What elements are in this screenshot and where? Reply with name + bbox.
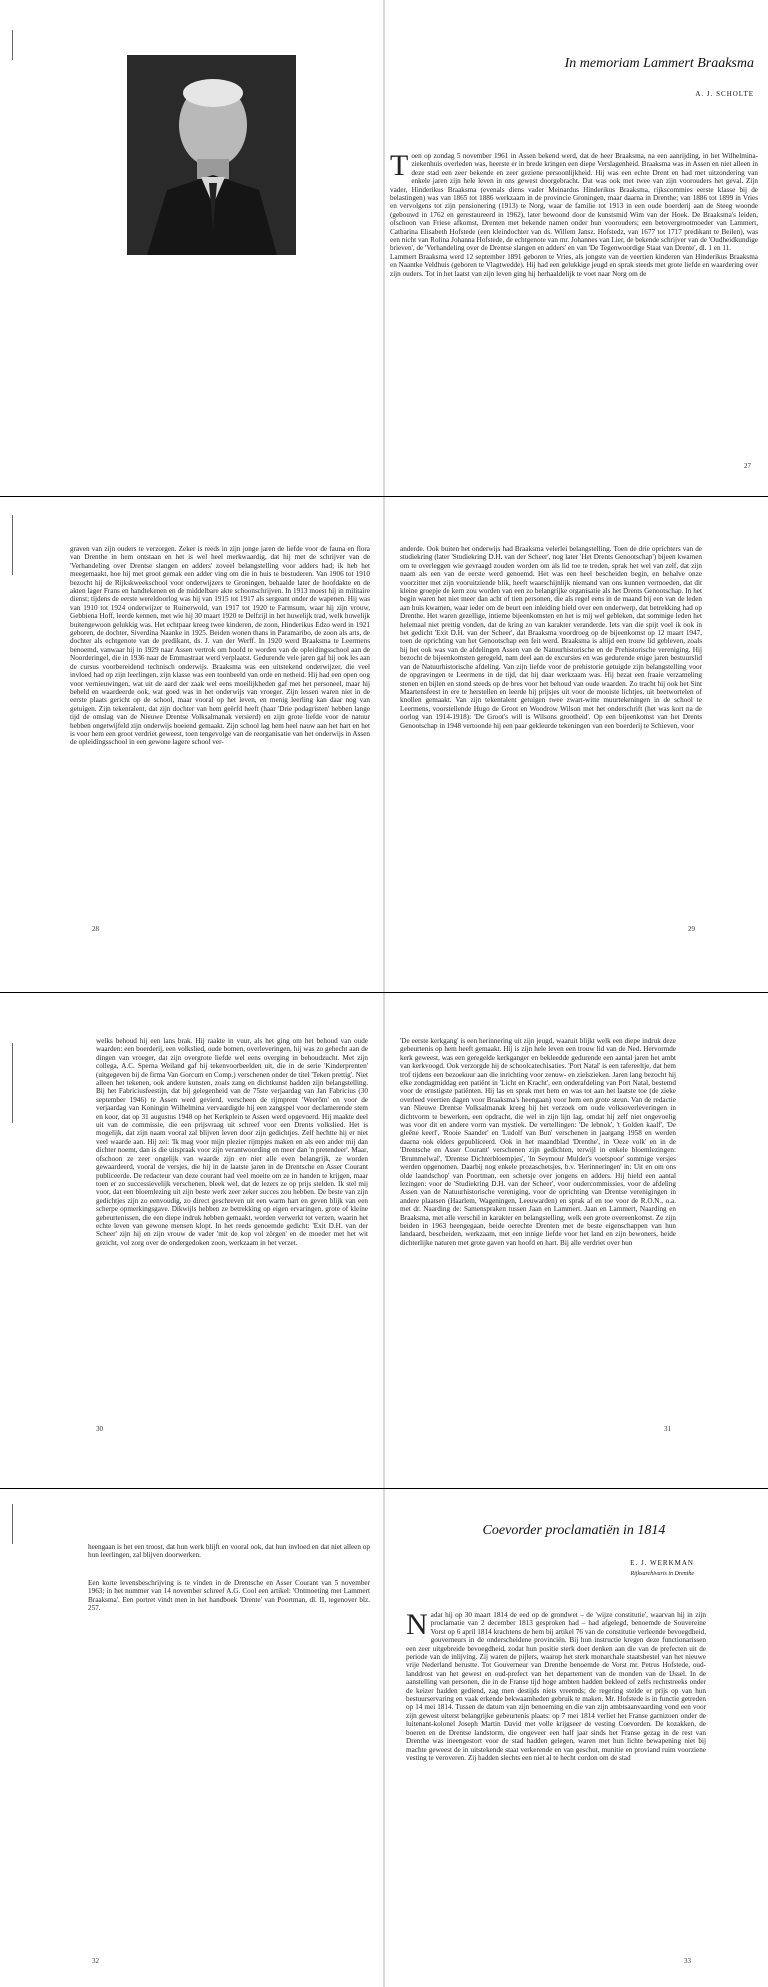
article-body [390,152,758,452]
page-number: 33 [684,1957,691,1965]
spread-3 [0,992,768,1489]
page-30 [0,993,384,1489]
article-title: Coevorder proclamatiën in 1814 [482,1523,666,1538]
page-number: 28 [92,925,99,933]
page-27 [384,0,768,496]
portrait-photo [127,55,296,255]
article-body: welks behoud hij een lans brak. Hij raakte in vuur, als het ging om het behoud van oude waarden: een boerderij, een volkslied, oude bomen, overleveringen, hij was zo gehecht aan de dingen van vroeger, dat zijn overgrote liefde wel eens overging in behoudzucht. Met zijn collega, A.C. Sperna Weiland gaf hij tekenvoorbeelden uit, die in de serie 'Kinderprenten' (uitgegeven bij de firma Van Gorcum en Comp.) verschenen onder de titel 'Teken prettig'. Niet alleen het tekenen, ook andere kunsten, zoals zang en dichtkunst hadden zijn belangstelling. Bij het Fabriciusfeestijn, dat bij gelegenheid van de 75ste verjaardag van Jan Fabricius (30 september 1946) te Assen werd gevierd, verscheen de rijmprent 'Weerôm' en voor de verjaardag van Koningin Wilhelmina vervaardigde hij een zangspel voor declamerende stem en koor, dat op 31 augustus 1948 op het Kerkplein te Assen werd opgevoerd. Hij maakte deel uit van de commissie, die een prijsvraag uit schreef voor een Drents volkslied. Het is mogelijk, dat zijn naam vooral zal blijven leven door zijn gedichtjes. Zelf hechtte hij er niet veel waarde aan. Hij zei: 'Ik mag voor mijn plezier rijmpjes maken en als een ander mij dan dichter noemt, dan is die uitspraak voor zijn verantwoording en meer dan 'n pretendeer'. Maar, ofschoon ze zeer ongelijk van waarde zijn en niet alle even belangrijk, ze worden gewaardeerd, vooral de versjes, die hij in de laatste jaren in de Drentsche en Asser Courant publiceerde. De redacteur van deze courant had veel moeite om ze in handen te krijgen, maar toen er zo successievelijk verschenen, bleek wel, dat de lezers ze op prijs stelden. Ik stel mij voor, dat een bloemlezing uit zijn beste werk zeer zeker succes zou hebben. De beste van zijn gedichtjes zijn zo eenvoudig, zo direct geschreven uit een warm hart en geven blijk van een scherpe opmerkingsgave. Dikwijls hebben ze betrekking op eigen ervaringen, grote of kleine gebeurtenissen, die een diepe indruk hebben gemaakt, worden verwerkt tot verzen, waarin het echte leven van gewone mensen klopt. In het reeds genoemde gedicht: 'Exit D.H. van der Scheer' zijn hij en zijn vrouw de vader 'mit de kop vol zörgen' en de moeder met het wit gezicht, vol zorg over de ondergedoken zoon, werkzaam in het verzet. [96,1037,368,1247]
article-body: 'De eerste kerkgang' is een herinnering uit zijn jeugd, waaruit blijkt welk een diepe indruk deze gebeurtenis op hem heeft gemaakt. Hij is zijn hele leven een trouw lid van de Ned. Hervormde kerk geweest, was een geregelde kerkganger en bekleedde gedurende een aantal jaren het ambt van kerkvoogd. Ook verzorgde hij de schoolcatechisaties. 'Port Natal' is een tafereeltje, dat hem trof tijdens een bezoekuur aan die inrichting voor zenuw- en zielszieken. Jaren lang bezocht hij elke zondagmiddag een patiënt in 'Licht en Kracht', een onderafdeling van Port Natal, bestemd voor de ernstigste patiënten. Hij las en sprak met hem en was tot aan het laatste toe (de zieke overleed veertien dagen voor Braaksma's heengaan) voor hem een grote steun. Van de redactie van Nieuwe Drentse Volksalmanak kreeg hij het verzoek om oude volksoverleveringen in dichtvorm te bewerken, een opdracht, die wel in zijn lijn lag, omdat hij zelf niet ongevoelig was voor dit en andere vorm van mystiek. De vertellingen: 'De lebnok', 't Golden kaalf', 'De gleêne keerl', 'Rooie Saander' en 'Ludolf van Bun' verschenen in jaargang 1958 en werden daarna ook elders gepubliceerd. Ook in het maandblad 'Drenthe', in 'Oeze volk' en in de 'Drentsche en Asser Courant' verschenen zijn gedichten, terwijl in enkele bloemlezingen: 'Brummelwal', 'Drentse Dichterbloempjes', 'In Seymour Mulder's voetspoor' sommige versjes werden opgenomen. Daarbij nog enkele prozaschetsjes, b.v. 'Herinneringen' in: Uit en om ons olde laandschop' van Poortman, een schetsje over jongens en adders. Hij hield een aantal lezingen: voor de 'Studiekring D.H. van der Scheer', voor oudercommissies, voor de afdeling Assen van de Natuurhistorische vereniging, voor de oprichting van Drentse verenigingen in andere plaatsen (Haarlem, Wageningen, Leeuwarden) en sprak af en toe voor de R.O.N., o.a. met dr. Naarding de: Samenspraken tussen Jaan en Lammert. Jaan en Lammert, Naarding en Braaksma, met alle verschil in karakter en belangstelling, welk een grote overeenkomst. Ze zijn beiden in 1963 heengegaan, beide oerechte Drenten met de beste eigenschappen van hun landaard, bescheiden, werkzaam, met een innige liefde voor het land en zijn bewoners, heide dichterlijke naturen met grote gaven van hoofd en hart. Bij alle verdriet over hun [400,1037,676,1247]
body-paragraph: adat hij op 30 maart 1814 de eed op de grondwet – de 'wijze constitutie', waarvan hij in zijn proclamatie van 2 december 1813 gesproken had – had afgelegd, benoemde de Souvereine Vorst op 6 april 1814 krachtens de hem bij artikel 76 van de constitutie verleende bevoegdheid, gouverneurs in de onderscheidene provinciën. Bij hun instructie kregen deze functionarissen een zeer uitgebreide bevoegdheid, zodat hun positie sterk doet denken aan die van de prefecten uit de periode van de inlijving. Zij waren de pijlers, waarop het sterk monarchale staatsbestel van het nieuwe vrije Nederland berustte. Tot Gouverneur van Drenthe benoemde de Vorst mr. Petrus Hofstede, oud-landdrost van het gewest en oud-prefect van het departement van de monden van de IJssel. In de aanstelling van personen, die in de Franse tijd hoge ambten hadden bekleed of zelfs rechtstreeks onder de keizer hadden gediend, zag men destijds niets vreemds; de regering stelde er prijs op van hun bestuurservaring en vaak erkende bekwaamheden gebruik te maken. Mr. Hofstede is in functie getreden op 14 mei 1814. Tussen de datum van zijn benoeming en die van zijn ambtsaanvaarding vond een voor zijn gewest uiterst belangrijke gebeurtenis plaats: op 7 mei 1814 verliet het Franse garnizoen onder de luitenant-kolonel Joseph Martin David met volle krijgseer de vesting Coevorden. De kozakken, de boeren en de Drentse landstorm, die ongeveer een half jaar sinds het Franse gezag in de rest van Drenthe was ineengestort voor de stad hadden gelegen, waren met hun lichte bewapening niet bij machte geweest de in uitstekende staat verkerende en van geschut, munitie en proviand ruim voorziene vesting te veroveren. Zij hadden slechts een niet al te hecht cordon om de stad [406,1611,706,1762]
spread-2 [0,496,768,993]
page-number: 32 [92,1957,99,1965]
article-body: graven van zijn ouders te verzorgen. Zeker is reeds in zijn jonge jaren de liefde voor de fauna en flora van Drenthe in hem ontstaan en het is wel heel merkwaardig, dat hij met de schrijver van de 'Verhandeling over Drentse slangen en adders' zoveel belangstelling voor adders had; ik heb het meegemaakt, hoe hij met groot gemak een adder ving om die in huis te bestuderen. Van 1906 tot 1910 bezocht hij de Rijkskweekschool voor onderwijzers te Groningen, behaalde later de hoofdakte en de akten lager Frans en handtekenen en de middelbare akte schoonschrijven. In 1913 moest hij in militaire dienst; tijdens de eerste wereldoorlog was hij van 1915 tot 1917 als sergeant onder de wapenen. Hij was van 1910 tot 1924 onderwijzer te Ruinerwold, van 1917 tot 1920 te Farmsum, waar hij zijn vrouw, Gebbiena Hoff, leerde kennen, met wie hij 30 maart 1920 te Delfzijl in het huwelijk trad, welk huwelijk buitengewoon gelukkig was. Het echtpaar kreeg twee kinderen, de zoon, Hinderikus Edzo werd in 1921 geboren, de dochter, Siverdina Naanke in 1925. Beiden wonen thans in Paramaribo, de zoon als arts, de dochter als echtgenote van de predikant, ds. J. van der Werff. In 1920 werd Braaksma te Leermens benoemd, vanwaar hij in 1929 naar Assen vertrok om hoofd te worden van de opleidingsschool aan de Noorderingel, die in 1936 naar de Emmastraat werd verplaatst. Gedurende vele jaren gaf hij ook les aan de cursus voorbereidend technisch onderwijs. Braaksma was een uitstekend onderwijzer, die veel invloed had op zijn leerlingen, zijn klasse was een toonbeeld van orde en netheid. Hij had een open oog voor vernieuwingen, wat uit de aard der zaak wel eens moeilijkheden gaf met het personeel, maar hij beheld en waardeerde ook, wat goed was in het onderwijs van vroeger. Zijn lessen waren niet in de eerste plaats gericht op de school, maar vooral op het leven, en menig leerling kan daar nog van getuigen. Zijn tekentalent, dat zijn dochter van hem geërfd heeft (haar 'Drie podagristen' hebben lange tijd de omslag van de Nieuwe Drentse Volksalmanak versierd) en zijn grote liefde voor de natuur hebben ongetwijfeld zijn onderwijs boeiend gemaakt. Zijn school lag hem heel nauw aan het hart en het is voor hem een groot verdriet geweest, toen tengevolge van de reorganisatie van het onderwijs in Assen de opleidingsschool in een gewone lagere school ver- [70,545,370,747]
drop-cap: N [406,1611,428,1641]
article-title: In memoriam Lammert Braaksma [564,56,754,71]
page-31 [384,993,768,1489]
binding-mark [12,30,13,60]
page-29 [384,497,768,993]
spread-1 [0,0,768,496]
page-number: 27 [744,462,751,470]
page-33 [384,1489,768,1987]
author-affiliation: Rijksarchivaris in Drenthe [630,1571,694,1577]
drop-cap: T [390,152,409,182]
author-name: A. J. SCHOLTE [695,90,754,98]
binding-mark [12,515,13,575]
page-number: 31 [664,1425,671,1433]
page-number: 29 [688,925,695,933]
body-paragraph: oen op zondag 5 november 1961 in Assen bekend werd, dat de heer Braaksma, na een aanrijding, in het Wilhelmina-ziekenhuis overleden was, heerste er in brede kringen een diepe Verslagenheid. Braaksma was in Assen en niet alleen in deze stad een zeer bekende en zeer geziene persoonlijkheid. Hij was een echte Drent en had met uitzondering van enkele jaren zijn hele leven in ons gewest doorgebracht. Dat was ook met twee van zijn voorouders het geval. Zijn vader, Hinderikus Braaksma (evenals diens vader Meinardus Hinderikus Braaksma, rijkscommies eerste klasse bij de belastingen) was van 1865 tot 1886 werkzaam in de provincie Groningen, maar daarna in Drenthe; van 1886 tot 1899 in Vries en vervolgens tot zijn pensionering (1913) te Norg, waar de familie tot 1913 in een oude boerderij aan de Steeg woonde (gebouwd in 1762 en gerestaureerd in 1962), later bewoond door de kunstsmid Wim van der Hoek. De Braaksma's leiden, ofschoon van Friese afkomst, Drenten met bekende namen onder hun voorouders; een betovergrootmoeder van Lammert, Catharina Elisabeth Hofstede (een kleindochter van ds. Willem Jansz. Hofstedz, van 1677 tot 1717 predikant te Beilen), was een nicht van Rolina Johanna Hofstede, de echtgenote van mr. Johannes van Lier, de bekende schrijver van de 'Oudheidkundige brieven', de 'Verhandeling over de Drentse slangen en adders' en van 'De Tegenwoordige Staat van Drente', dl. 1 en 11. [390,152,758,253]
page-28 [0,497,384,993]
page-32 [0,1489,384,1987]
binding-mark [12,1504,13,1544]
author-name: E. J. WERKMAN [630,1559,694,1567]
body-paragraph: Lammert Braaksma werd 12 september 1891 geboren te Vries, als jongste van de veertien kinderen van Hinderikus Braaksma en Naantke Veldhuis (geboren te Vlagtwedde). Hij had een gelukkige jeugd en sprak steeds met grote liefde en waardering over zijn ouders. Tot in het laatst van zijn leven ging hij herhaaldelijk te voet naar Norg om de [390,252,758,278]
article-body [406,1611,706,1937]
article-body: anderde. Ook buiten het onderwijs had Braaksma velerlei belangstelling. Toen de drie oprichters van de studiekring (later 'Studiekring D.H. van der Scheer', nog later 'Het Drents Genootschap') bijeen kwamen om te overleggen wie gevraagd zouden worden om als lid toe te treden, sprak het wel van zelf, dat zijn naam als een van de eerste werd genoemd. Het was een heel bescheiden begin, en behalve onze voorzitter met zijn vooruitziende blik, heeft waarschijnlijk niemand van ons kunnen vermoeden, dat dit kleine groepje de kern zou worden van een zo belangrijke organisatie als het Drents Genootschap. In het begin waren het niet meer dan acht of tien personen, die als regel eens in de maand bij een van de leden aan huis kwamen, waar ieder om de beurt een inleiding hield over een onderwerp, dat betrekking had op Drenthe. Het waren gezellige, intieme bijeenkomsten en het is mij wel gebleken, dat sommige leden het helemaal niet prettig vonden, dat de kring zo van karakter veranderde. Iets van die spijt voel ik ook in het gedicht 'Exit D.H. van der Scheer', dat Braaksma voordroeg op de bijeenkomst op 12 maart 1947, toen de oprichting van het Genootschap een feit werd. Braaksma is altijd een trouw lid gebleven, zoals hij het ook was van de afdelingen Assen van de Natuurhistorische en de Prehistorische vereniging. Hij bezocht de bijeenkomsten geregeld, nam deel aan de excursies en was gedurende enige jaren bestuurslid van de Natuurhistorische afdeling. Van zijn liefde voor de prehistorie getuigde zijn belangstelling voor de opgravingen te Leermens in de tijd, dat hij daar werkzaam was. Hij bezat een fraaie verzameling stenen en bijlen en stond steeds op de bres voor het behoud van oude waarden. Zo tracht hij ook het Sint Maartensfeest in ere te herstellen en leerde hij prijsjes uit voor de mooiste lichtjes, uit beetwortelen of knollen gemaakt. Van zijn tekentalent getuigen twee zwart-witte muurtekeningen in de school te Leermens, voorstellende Hugo de Groot en Woodrow Wilson met het onderschrift (het was kort na de oorlog van 1914-1918): 'De Groot's will is Wilsons grootheid'. Op een bijeenkomst van het Drents Genootschap in 1948 vertoonde hij een paar gekleurde tekeningen van een boerderij te Schieven, voor [400,545,702,730]
article-note: Een korte levensbeschrijving is te vinden in de Drentsche en Asser Courant van 5 november 1963; in het nummer van 14 november schreef A.G. Cool een artikel: 'Ontmoeting met Lammert Braaksma'. Een portret vindt men in het handboek 'Drente' van Poortman, dl. II, tegenover blz. 257. [88,1579,370,1613]
page-26 [0,0,384,496]
article-body: heengaan is het een troost, dat hun werk blijft en vooral ook, dat hun invloed en dat niet alleen op hun leerlingen, zal blijven doorwerken. [88,1543,370,1560]
page-number: 30 [96,1425,103,1433]
binding-mark [12,1043,13,1123]
spread-4 [0,1488,768,1987]
